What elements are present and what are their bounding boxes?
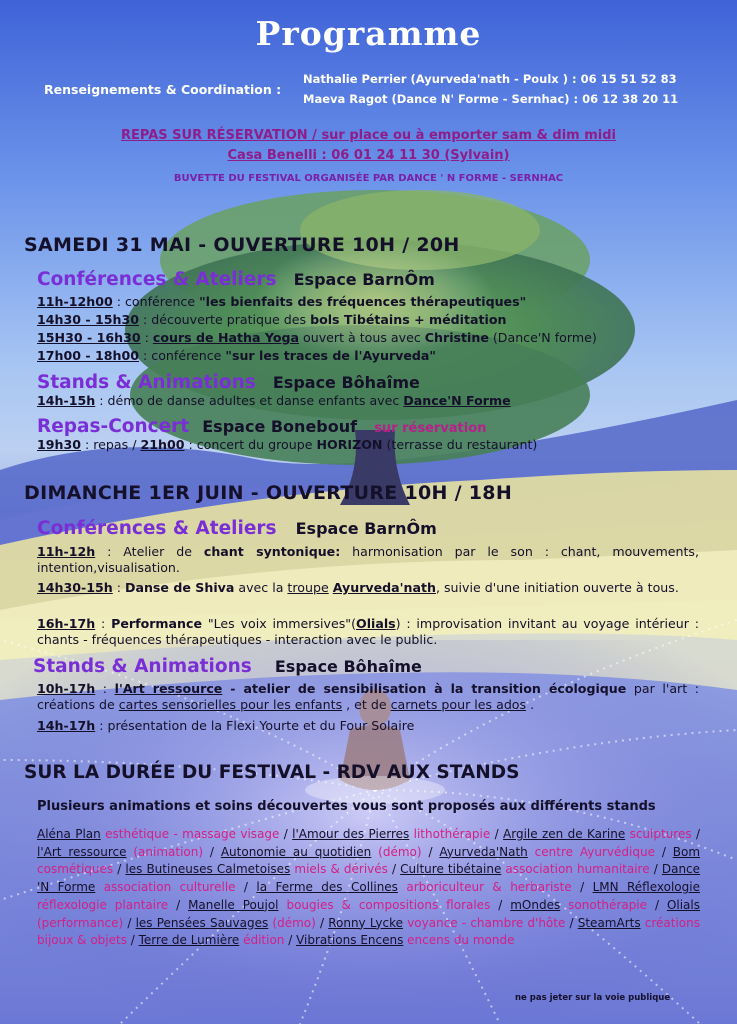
section-title: Stands & Animations bbox=[37, 372, 256, 393]
time-label: 14h30 - 15h30 bbox=[37, 312, 140, 327]
separator: / bbox=[284, 933, 297, 948]
casa-benelli-contact: Casa Benelli : 06 01 24 11 30 (Sylvain) bbox=[227, 148, 510, 163]
line-text: : conférence bbox=[139, 348, 226, 363]
stand-name[interactable]: Ronny Lycke bbox=[328, 915, 404, 930]
section-title: Repas-Concert bbox=[37, 416, 190, 437]
dance-n-forme-link[interactable]: Dance'N Forme bbox=[403, 393, 511, 408]
dimanche-conf-heading bbox=[37, 518, 437, 539]
stand-description: centre Ayurvédique bbox=[534, 844, 655, 859]
separator: / bbox=[315, 915, 329, 930]
line-highlight: - atelier de sensibilisation à la transition écologique bbox=[222, 681, 627, 696]
samedi-conf-line-4 bbox=[37, 348, 436, 363]
line-text: : concert du groupe bbox=[184, 437, 317, 452]
dimanche-title: DIMANCHE 1ER JUIN - OUVERTURE 10H / 18H bbox=[24, 482, 513, 504]
section-title: Stands & Animations bbox=[33, 656, 252, 677]
time-label: 11h-12h bbox=[37, 544, 96, 559]
line-text: : bbox=[95, 616, 112, 631]
separator: / bbox=[123, 915, 136, 930]
stand-description: (performance) bbox=[37, 915, 124, 930]
line-highlight: "les bienfaits des fréquences thérapeutiques" bbox=[199, 294, 527, 309]
samedi-conf-line-3 bbox=[37, 330, 597, 345]
samedi-conf-line-2 bbox=[37, 312, 506, 327]
line-text: : bbox=[140, 330, 153, 345]
cartes-sensorielles-link[interactable]: cartes sensorielles pour les enfants bbox=[118, 696, 343, 712]
separator: / bbox=[113, 862, 126, 877]
dimanche-conf-p1 bbox=[37, 544, 699, 575]
stand-description: miels & dérivés bbox=[294, 862, 388, 877]
contact-nathalie: Nathalie Perrier (Ayurveda'nath - Poulx ) : 06 15 51 52 83 bbox=[303, 72, 677, 86]
line-highlight: HORIZON bbox=[316, 437, 383, 452]
stand-description: édition bbox=[243, 933, 285, 948]
stand-name[interactable]: Terre de Lumière bbox=[138, 933, 240, 948]
line-text: "Les voix immersives"( bbox=[202, 616, 356, 631]
stand-name[interactable]: la Ferme des Collines bbox=[256, 880, 398, 895]
stand-name[interactable]: Bom bbox=[672, 844, 701, 859]
stand-description: encens du monde bbox=[407, 933, 515, 948]
ayurveda-nath-link[interactable]: Ayurveda'nath bbox=[332, 580, 436, 595]
line-highlight: "sur les traces de l'Ayurveda" bbox=[225, 348, 436, 363]
time-label: 15H30 - 16h30 bbox=[37, 330, 141, 345]
time-label: 14h30-15h bbox=[37, 580, 113, 595]
section-title: Conférences & Ateliers bbox=[37, 269, 277, 290]
stands-list bbox=[37, 826, 700, 950]
dimanche-stands-p4 bbox=[37, 681, 699, 712]
line-highlight: cours de Hatha Yoga bbox=[152, 330, 300, 345]
line-text: : découverte pratique des bbox=[139, 312, 311, 327]
separator: / bbox=[490, 827, 504, 841]
stand-name[interactable]: les Pensées Sauvages bbox=[135, 915, 269, 930]
separator: / bbox=[691, 827, 701, 841]
stand-name[interactable]: Argile zen de Karine bbox=[503, 827, 626, 841]
dimanche-stands-heading bbox=[33, 656, 422, 677]
separator: / bbox=[387, 862, 401, 877]
line-text: : démo de danse adultes et danse enfants avec bbox=[95, 393, 404, 408]
separator: / bbox=[490, 897, 511, 912]
line-text: : conférence bbox=[112, 294, 200, 309]
stand-name[interactable]: Ayurveda'Nath bbox=[439, 844, 528, 859]
espace-name: Espace Bôhaîme bbox=[272, 373, 420, 392]
stands-intro: Plusieurs animations et soins découvertes vous sont proposés aux différents stands bbox=[37, 799, 656, 814]
line-text: (Dance'N forme) bbox=[488, 330, 597, 345]
stand-description: lithothérapie bbox=[413, 827, 491, 841]
espace-name: Espace Bôhaîme bbox=[274, 657, 422, 676]
dimanche-stands-p5 bbox=[37, 718, 414, 733]
stand-description: (démo) bbox=[272, 915, 316, 930]
troupe-link[interactable]: troupe bbox=[287, 580, 329, 595]
line-text: (terrasse du restaurant) bbox=[382, 437, 538, 452]
stand-name[interactable]: les Butineuses Calmetoises bbox=[125, 862, 291, 877]
time-label: 14h-15h bbox=[37, 393, 96, 408]
line-highlight: Danse de Shiva bbox=[125, 580, 235, 595]
stand-description: créations bijoux & objets bbox=[37, 915, 701, 948]
separator: / bbox=[126, 933, 139, 948]
time-label: 14h-17h bbox=[37, 718, 96, 733]
line-text: : repas / bbox=[81, 437, 141, 452]
line-highlight: Christine bbox=[424, 330, 489, 345]
olials-link[interactable]: Olials bbox=[355, 616, 396, 631]
stand-name[interactable]: Culture tibétaine bbox=[400, 862, 502, 877]
stand-description: voyance - chambre d'hôte bbox=[407, 915, 566, 930]
dimanche-conf-p2 bbox=[37, 580, 699, 596]
line-text: . bbox=[526, 696, 535, 712]
samedi-repas-heading bbox=[37, 416, 486, 437]
line-text: : Atelier de bbox=[95, 544, 204, 559]
page-title: Programme bbox=[255, 14, 482, 53]
section-title: Conférences & Ateliers bbox=[37, 518, 277, 539]
stand-description: réflexologie plantaire bbox=[37, 897, 169, 912]
separator: / bbox=[203, 844, 221, 859]
stand-name[interactable]: Manelle Poujol bbox=[188, 897, 279, 912]
time-label: 16h-17h bbox=[37, 616, 96, 631]
stand-name[interactable]: mOndes bbox=[510, 897, 561, 912]
stand-name[interactable]: SteamArts bbox=[577, 915, 641, 930]
line-highlight: Performance bbox=[111, 616, 203, 631]
repas-reservation: REPAS SUR RÉSERVATION / sur place ou à emporter sam & dim midi bbox=[121, 128, 616, 143]
stand-description: bougies & compositions florales bbox=[286, 897, 491, 912]
dimanche-conf-p3 bbox=[37, 616, 699, 647]
stand-description: sculptures bbox=[629, 827, 692, 841]
line-text: : bbox=[112, 580, 125, 595]
line-highlight: chant syntonique: bbox=[203, 544, 341, 559]
line-text: , et de bbox=[342, 696, 391, 712]
samedi-stands-line bbox=[37, 393, 511, 408]
carnets-ados-link[interactable]: carnets pour les ados bbox=[390, 696, 527, 712]
line-text: , suivie d'une initiation ouverte à tous. bbox=[435, 580, 679, 595]
duree-title: SUR LA DURÉE DU FESTIVAL - RDV AUX STANDS bbox=[24, 762, 520, 783]
line-text: ouvert à tous avec bbox=[299, 330, 425, 345]
line-text: : présentation de la Flexi Yourte et du Four Solaire bbox=[95, 718, 415, 733]
samedi-repas-line bbox=[37, 437, 537, 452]
espace-name: Espace Bonebouf bbox=[202, 417, 358, 436]
separator: / bbox=[279, 827, 293, 841]
stand-name[interactable]: LMN Réflexologie bbox=[592, 880, 700, 895]
time-label: 19h30 bbox=[37, 437, 82, 452]
stand-name[interactable]: Dance 'N Forme bbox=[37, 862, 701, 895]
contact-maeva: Maeva Ragot (Dance N' Forme - Sernhac) : 06 12 38 20 11 bbox=[303, 92, 679, 106]
stand-description: (démo) bbox=[378, 844, 422, 859]
stand-name[interactable]: l'Amour des Pierres bbox=[292, 827, 410, 841]
line-text: par l'art : créations de bbox=[37, 681, 699, 712]
time-label: 21h00 bbox=[140, 437, 185, 452]
renseignements-label: Renseignements & Coordination : bbox=[44, 82, 282, 97]
stand-description: association culturelle bbox=[103, 880, 236, 895]
separator: / bbox=[565, 915, 578, 930]
stand-description: sonothérapie bbox=[568, 897, 648, 912]
stand-name[interactable]: Olials bbox=[666, 897, 700, 912]
stand-description: cosmétiques bbox=[37, 862, 114, 877]
separator: / bbox=[421, 844, 440, 859]
line-highlight: bols Tibétains + méditation bbox=[310, 312, 507, 327]
separator: / bbox=[647, 897, 667, 912]
espace-name: Espace BarnÔm bbox=[295, 519, 437, 538]
stand-description: arboriculteur & herbariste bbox=[406, 880, 572, 895]
art-ressource-link[interactable]: l'Art ressource bbox=[114, 681, 223, 696]
time-label: 17h00 - 18h00 bbox=[37, 348, 140, 363]
time-label: 10h-17h bbox=[37, 681, 96, 696]
stand-description: (animation) bbox=[133, 844, 204, 859]
samedi-title: SAMEDI 31 MAI - OUVERTURE 10H / 20H bbox=[24, 234, 460, 256]
stand-name[interactable]: Autonomie au quotidien bbox=[220, 844, 372, 859]
line-text: ) : improvisation invitant au voyage intérieur : chants - fréquences thérapeutiques - interaction avec le public. bbox=[37, 616, 700, 647]
line-text: avec la bbox=[234, 580, 288, 595]
line-text: harmonisation par le son : chant, mouvements, intention,visualisation. bbox=[37, 544, 699, 575]
footer-note: ne pas jeter sur la voie publique bbox=[515, 993, 671, 1003]
stand-name[interactable]: Vibrations Encens bbox=[296, 933, 404, 948]
stand-description: association humanitaire bbox=[505, 862, 650, 877]
stand-description: esthétique - massage visage bbox=[105, 827, 280, 841]
line-text: : bbox=[95, 681, 115, 696]
buvette-info: BUVETTE DU FESTIVAL ORGANISÉE PAR DANCE ' N FORME - SERNHAC bbox=[173, 173, 564, 184]
separator: / bbox=[168, 897, 189, 912]
time-label: 11h-12h00 bbox=[37, 294, 113, 309]
separator: / bbox=[235, 880, 257, 895]
espace-name: Espace BarnÔm bbox=[293, 270, 435, 289]
separator: / bbox=[571, 880, 593, 895]
separator: / bbox=[649, 862, 662, 877]
samedi-stands-heading bbox=[37, 372, 420, 393]
samedi-conf-line-1 bbox=[37, 294, 526, 309]
separator: / bbox=[654, 844, 673, 859]
samedi-conf-heading bbox=[37, 269, 435, 290]
stand-name[interactable]: Aléna Plan bbox=[37, 827, 101, 841]
stand-name[interactable]: l'Art ressource bbox=[37, 844, 127, 859]
reservation-note: sur réservation bbox=[374, 421, 487, 436]
